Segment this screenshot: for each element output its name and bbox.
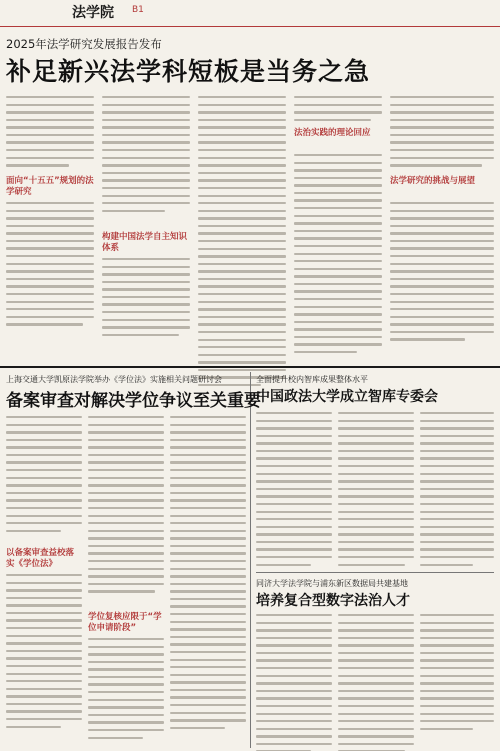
- sjtu-article-kicker: 上海交通大学凯原法学院举办《学位法》实施相关问题研讨会: [6, 375, 222, 384]
- main-article-kicker: 2025年法学研究发展报告发布: [6, 37, 162, 51]
- main-article-subhead-3: 构建中国法学自主知识体系: [102, 232, 188, 253]
- section-divider: [0, 366, 500, 368]
- cupl-article-kicker: 全面提升校内智库成果整体水平: [256, 375, 368, 384]
- main-article-column-2: [102, 96, 190, 217]
- section-name: 法学院: [72, 5, 114, 21]
- column-divider: [250, 372, 251, 748]
- sjtu-article-column-2: [88, 416, 164, 598]
- sjtu-article-subhead-2: 学位复核应限于“学位申请阶段”: [88, 612, 162, 633]
- main-article-column-5: [390, 96, 494, 172]
- main-article-column-1b: [6, 202, 94, 331]
- page-code: B1: [132, 5, 144, 15]
- tongji-article-column-2: [338, 614, 414, 751]
- main-article-column-5b: [390, 202, 494, 346]
- tongji-article-title: 培养复合型数字法治人才: [256, 593, 410, 609]
- main-article-column-4: [294, 96, 382, 126]
- cupl-article-column-3: [420, 412, 494, 571]
- main-article-column-2b: [102, 258, 190, 341]
- sjtu-article-column-1b: [6, 574, 82, 733]
- cupl-article-column-2: [338, 412, 414, 571]
- tongji-article-column-1: [256, 614, 332, 751]
- main-article-subhead-2: 法治实践的理论回应: [294, 128, 371, 138]
- cupl-article-title: 中国政法大学成立智库专委会: [256, 389, 438, 405]
- sjtu-article-column-3: [170, 416, 246, 734]
- main-article-column-4b: [294, 154, 382, 359]
- main-article-subhead-4: 法学研究的挑战与展望: [390, 176, 476, 186]
- sjtu-article-title: 备案审查对解决学位争议至关重要: [6, 391, 261, 411]
- cupl-article-column-1: [256, 412, 332, 571]
- main-article-subhead-1: 面向“十五五”规划的法学研究: [6, 176, 94, 197]
- main-article-title: 补足新兴法学科短板是当务之急: [6, 57, 371, 86]
- sjtu-article-column-2b: [88, 638, 164, 744]
- tongji-article-column-3: [420, 614, 494, 735]
- main-article-column-3: [198, 96, 286, 392]
- right-article-divider: [256, 572, 494, 573]
- main-article-column-1: [6, 96, 94, 172]
- tongji-article-kicker: 同济大学法学院与浦东新区数据局共建基地: [256, 579, 408, 588]
- sjtu-article-subhead-1: 以备案审查益校落实《学位法》: [6, 548, 75, 569]
- masthead: [0, 0, 500, 27]
- sjtu-article-column-1: [6, 416, 82, 537]
